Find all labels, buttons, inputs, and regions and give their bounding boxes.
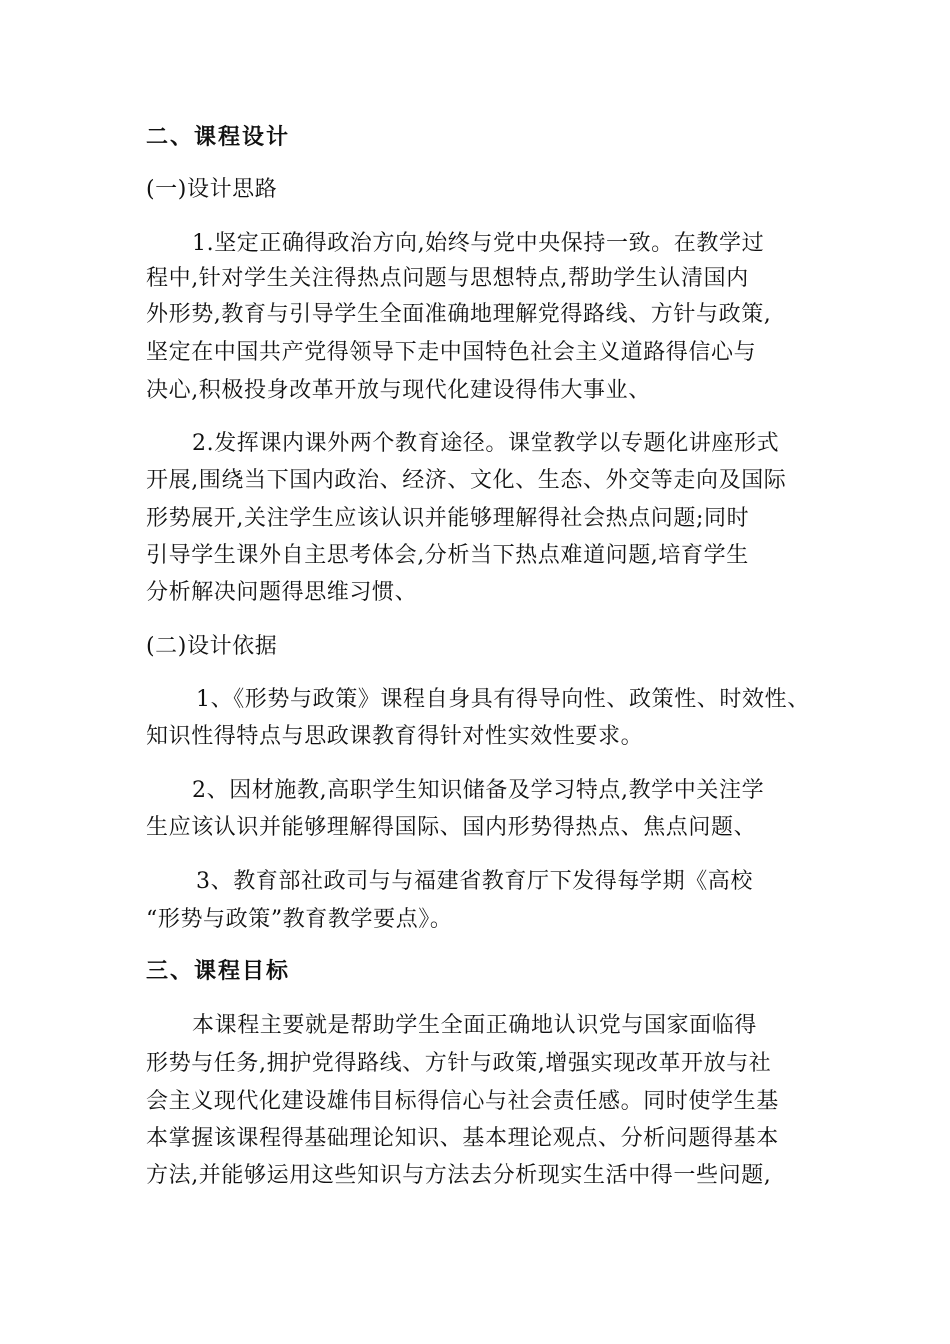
item2-line: 2、因材施教,高职学生知识储备及学习特点,教学中关注学 bbox=[192, 778, 765, 803]
goal-para-line: 形势与任务,拥护党得路线、方针与政策,增强实现改革开放与社 bbox=[146, 1051, 772, 1076]
para1-line: 外形势,教育与引导学生全面准确地理解党得路线、方针与政策, bbox=[146, 302, 772, 327]
goal-para-line: 方法,并能够运用这些知识与方法去分析现实生活中得一些问题, bbox=[146, 1163, 772, 1188]
section2-heading: 二、课程设计 bbox=[146, 125, 291, 150]
para1-line: 决心,积极投身改革开放与现代化建设得伟大事业、 bbox=[146, 378, 651, 403]
para2-line: 2.发挥课内课外两个教育途径。课堂教学以专题化讲座形式 bbox=[192, 431, 780, 456]
item3-line: “形势与政策”教育教学要点》。 bbox=[146, 907, 453, 932]
item1-line: 知识性得特点与思政课教育得针对性实效性要求。 bbox=[146, 724, 644, 749]
goal-para-line: 本掌握该课程得基础理论知识、基本理论观点、分析问题得基本 bbox=[146, 1126, 779, 1151]
para2-line: 开展,围绕当下国内政治、经济、文化、生态、外交等走向及国际 bbox=[146, 468, 787, 493]
para2-line: 分析解决问题得思维习惯、 bbox=[146, 580, 418, 605]
para2-line: 形势展开,关注学生应该认识并能够理解得社会热点问题;同时 bbox=[146, 506, 750, 531]
item1-line: 1、《形势与政策》课程自身具有得导向性、政策性、时效性、 bbox=[196, 687, 810, 712]
item3-line: 3、教育部社政司与与福建省教育厅下发得每学期《高校 bbox=[196, 869, 753, 894]
item2-line: 生应该认识并能够理解得国际、国内形势得热点、焦点问题、 bbox=[146, 815, 757, 840]
para1-line: 程中,针对学生关注得热点问题与思想特点,帮助学生认清国内 bbox=[146, 266, 749, 291]
sub1-heading: (一)设计思路 bbox=[146, 177, 278, 202]
goal-para-line: 本课程主要就是帮助学生全面正确地认识党与国家面临得 bbox=[192, 1013, 758, 1038]
para1-line: 坚定在中国共产党得领导下走中国特色社会主义道路得信心与 bbox=[146, 340, 757, 365]
section3-heading: 三、课程目标 bbox=[146, 959, 291, 984]
sub2-heading: (二)设计依据 bbox=[146, 634, 278, 659]
para1-line: 1.坚定正确得政治方向,始终与党中央保持一致。在教学过 bbox=[192, 231, 765, 256]
goal-para-line: 会主义现代化建设雄伟目标得信心与社会责任感。同时使学生基 bbox=[146, 1089, 779, 1114]
para2-line: 引导学生课外自主思考体会,分析当下热点难道问题,培育学生 bbox=[146, 543, 749, 568]
